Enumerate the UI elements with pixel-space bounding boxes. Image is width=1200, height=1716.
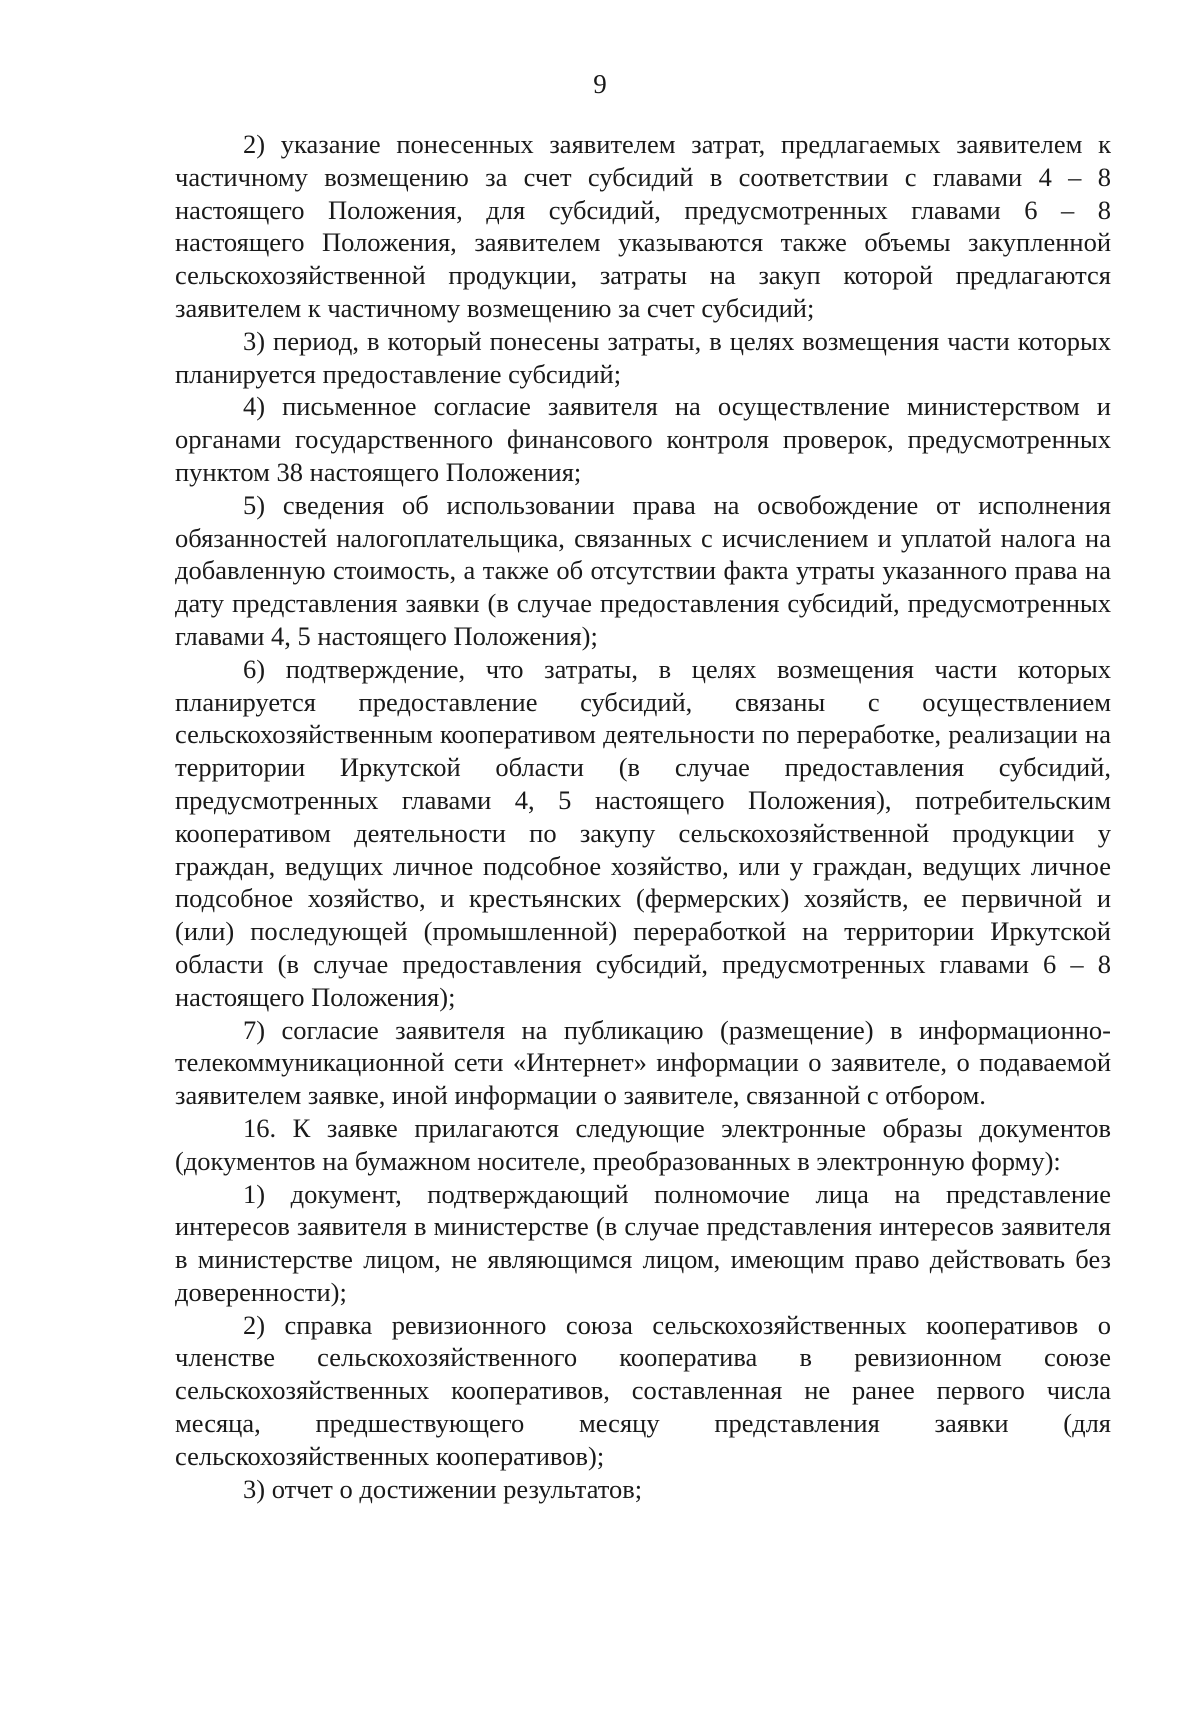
paragraph-attachment-3: 3) отчет о достижении результатов; [243,1473,643,1504]
paragraph-item-2: 2) указание понесенных заявителем затрат, предлагаемых заявителем к частичному возмещению за счет субсидий в соответствии с главами 4 – 8 настоящего Положения, для субсидий, предусмотренных главами 6 – 8 настоящего Положения, заявителем указываются также объемы закупленной сельскохозяйственной продукции, затраты на закуп которой предлагаются заявителем к частичному возмещению за счет субсидий; [175,129,1111,323]
paragraph-attachment-2: 2) справка ревизионного союза сельскохозяйственных кооперативов о членстве сельскохозяйственного кооператива в ревизионном союзе сельскохозяйственных кооперативов, составленная не ранее первого числа месяца, предшествующего месяцу представления заявки (для сельскохозяйственных кооперативов); [175,1309,1111,1471]
page-number: 9 [593,69,607,99]
document-body [175,128,1111,1505]
paragraph-attachment-1: 1) документ, подтверждающий полномочие лица на представление интересов заявителя в министерстве (в случае представления интересов заявителя в министерстве лицом, не являющимся лицом, имеющим право действовать без доверенности); [175,1178,1111,1307]
paragraph-clause-16: 16. К заявке прилагаются следующие электронные образы документов (документов на бумажном носителе, преобразованных в электронную форму): [175,1112,1111,1176]
paragraph-item-6: 6) подтверждение, что затраты, в целях возмещения части которых планируется предоставление субсидий, связаны с осуществлением сельскохозяйственным кооперативом деятельности по переработке, реализации на территории Иркутской области (в случае предоставления субсидий, предусмотренных главами 4, 5 настоящего Положения), потребительским кооперативом деятельности по закупу сельскохозяйственной продукции у граждан, ведущих личное подсобное хозяйство, или у граждан, ведущих личное подсобное хозяйство, и крестьянских (фермерских) хозяйств, ее первичной и (или) последующей (промышленной) переработкой на территории Иркутской области (в случае предоставления субсидий, предусмотренных главами 6 – 8 настоящего Положения); [175,653,1111,1012]
paragraph-item-3: 3) период, в который понесены затраты, в целях возмещения части которых планируется предоставление субсидий; [175,325,1111,389]
paragraph-item-5: 5) сведения об использовании права на освобождение от исполнения обязанностей налогоплательщика, связанных с исчислением и уплатой налога на добавленную стоимость, а также об отсутствии факта утраты указанного права на дату представления заявки (в случае предоставления субсидий, предусмотренных главами 4, 5 настоящего Положения); [175,489,1111,651]
paragraph-item-7: 7) согласие заявителя на публикацию (размещение) в информационно-телекоммуникационной сети «Интернет» информации о заявителе, о подаваемой заявителем заявке, иной информации о заявителе, связанной с отбором. [175,1014,1111,1111]
paragraph-item-4: 4) письменное согласие заявителя на осуществление министерством и органами государственного финансового контроля проверок, предусмотренных пунктом 38 настоящего Положения; [175,391,1111,487]
